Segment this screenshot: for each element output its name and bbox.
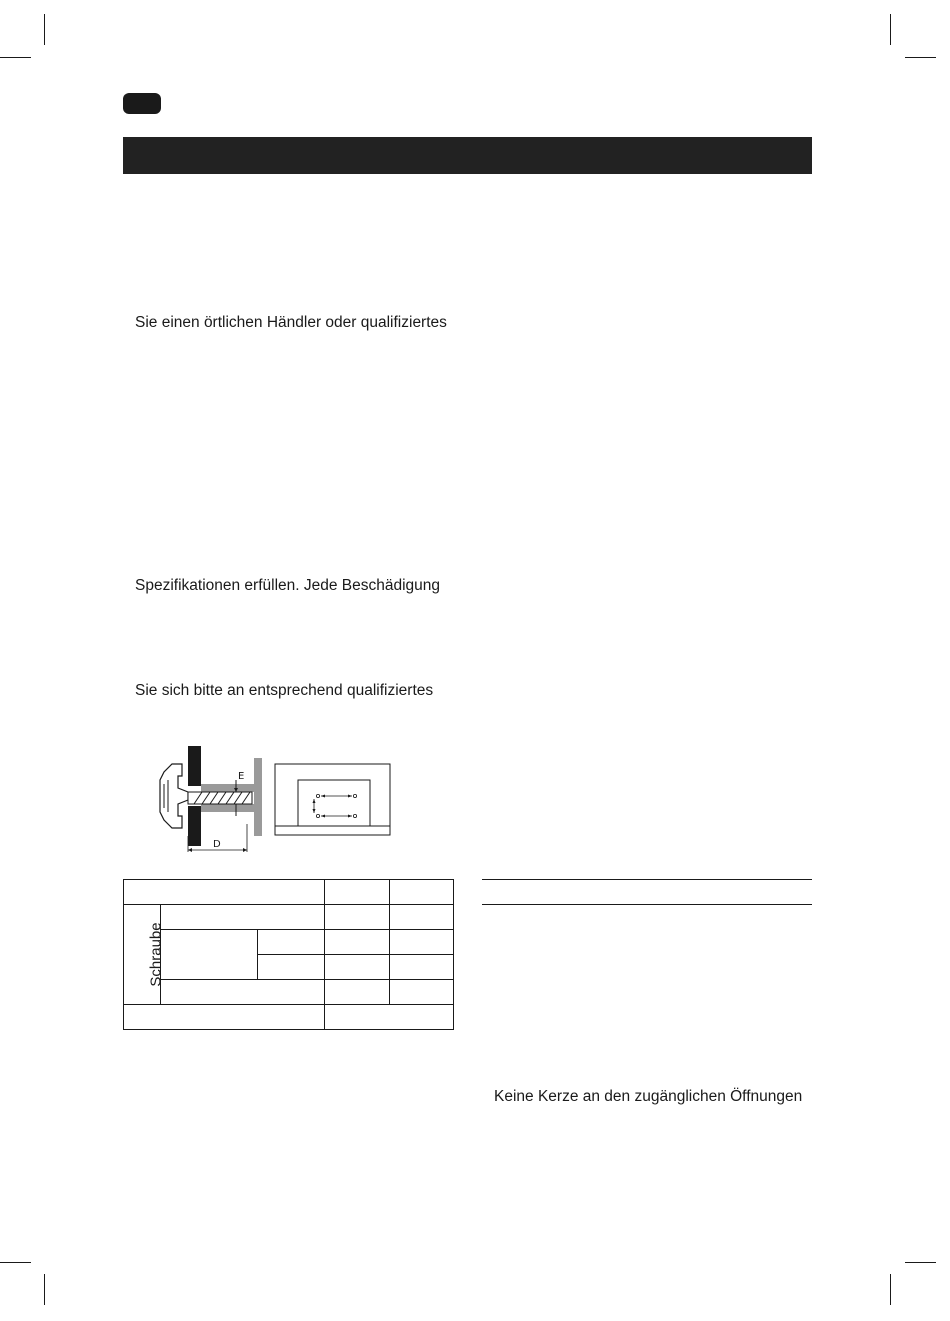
mount-bracket-spacer — [201, 784, 254, 792]
table-cell — [325, 930, 390, 955]
table-cell — [325, 905, 390, 930]
mount-bracket-vertical — [254, 758, 262, 836]
table-row — [124, 905, 454, 930]
divider-rule-bottom — [482, 904, 812, 905]
crop-mark-bottom-right-horizontal — [905, 1262, 936, 1263]
paragraph-line-dealer: Sie einen örtlichen Händler oder qualifiziertes — [135, 314, 447, 331]
table-cell — [390, 905, 454, 930]
table-cell — [124, 880, 325, 905]
table-cell — [161, 930, 258, 980]
table-cell — [325, 955, 390, 980]
table-cell — [258, 955, 325, 980]
table-cell — [124, 1005, 325, 1030]
table-row — [124, 980, 454, 1005]
tv-panel-upper — [188, 746, 201, 786]
divider-rule-top — [482, 879, 812, 880]
table-cell — [325, 980, 390, 1005]
table-cell — [390, 930, 454, 955]
crop-mark-bottom-left-vertical — [44, 1274, 45, 1305]
section-header-bar — [123, 137, 812, 174]
table-row — [124, 1005, 454, 1030]
table-cell — [390, 880, 454, 905]
table-cell — [390, 955, 454, 980]
screw-label: Schraube — [147, 922, 165, 987]
crop-mark-top-right-horizontal — [905, 57, 936, 58]
crop-mark-bottom-right-vertical — [890, 1274, 891, 1305]
crop-mark-top-left-vertical — [44, 14, 45, 45]
label-e: E — [238, 771, 245, 782]
table-cell — [325, 1005, 454, 1030]
table-cell — [390, 980, 454, 1005]
crop-mark-top-right-vertical — [890, 14, 891, 45]
wall-mount-screw-diagram — [150, 744, 400, 856]
table-row — [124, 930, 454, 955]
crop-mark-top-left-horizontal — [0, 57, 31, 58]
table-cell — [161, 980, 325, 1005]
table-cell — [161, 905, 325, 930]
crop-mark-bottom-left-horizontal — [0, 1262, 31, 1263]
table-row — [124, 880, 454, 905]
tv-panel-lower — [188, 806, 201, 846]
paragraph-line-candle: Keine Kerze an den zugänglichen Öffnungen — [494, 1088, 803, 1105]
table-cell — [325, 880, 390, 905]
table-cell — [258, 930, 325, 955]
vesa-area — [298, 780, 370, 826]
label-d: D — [213, 839, 221, 850]
paragraph-line-specifications: Spezifikationen erfüllen. Jede Beschädigung — [135, 577, 441, 594]
language-badge — [123, 93, 161, 114]
paragraph-line-qualified: Sie sich bitte an entsprechend qualifiziertes — [135, 682, 434, 699]
wall-mount-spec-table — [123, 879, 454, 1030]
screw-row-header — [124, 905, 165, 1005]
